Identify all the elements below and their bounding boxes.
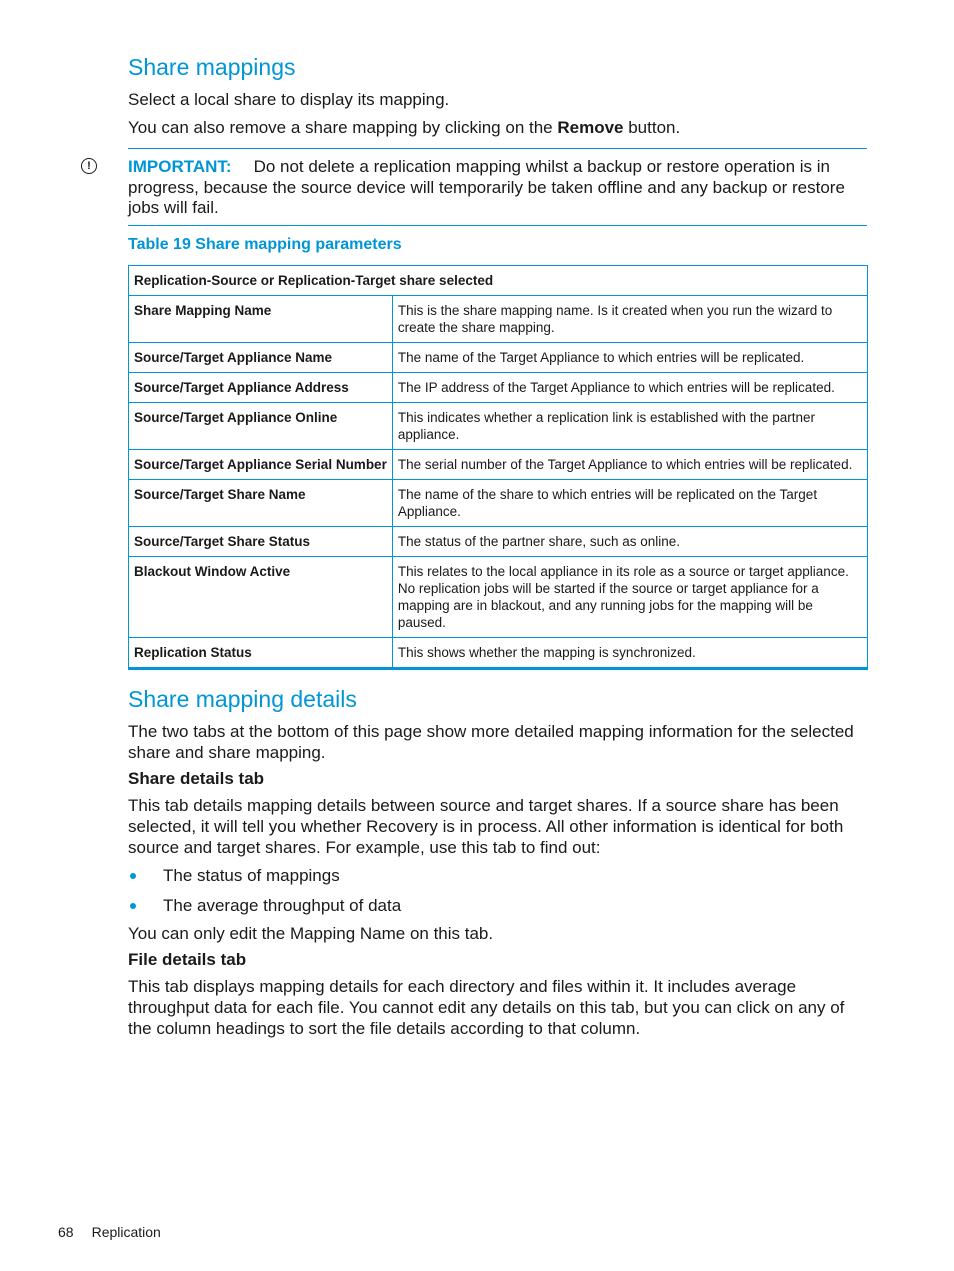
table-row — [129, 479, 868, 526]
list-item — [128, 865, 867, 886]
text-segment: You can also remove a share mapping by clicking on the — [128, 118, 558, 137]
parameter-description-cell: The serial number of the Target Appliance to which entries will be replicated. — [392, 449, 867, 479]
table-row — [129, 449, 868, 479]
parameter-description-cell: This is the share mapping name. Is it created when you run the wizard to create the share mapping. — [392, 295, 867, 342]
divider-bottom — [128, 225, 867, 226]
page-content — [87, 52, 867, 1039]
page-number: 68 — [58, 1224, 74, 1240]
table-row — [129, 295, 868, 342]
paragraph-share-details: This tab details mapping details between source and target shares. If a source share has been selected, it will tell you whether Recovery is in process. All other information is identical for both source and target shares. For example, use this tab to find out: — [128, 795, 844, 857]
paragraph-select-share: Select a local share to display its mapping. — [128, 90, 450, 109]
parameter-description-cell: This shows whether the mapping is synchronized. — [392, 637, 867, 668]
section-title-share-mapping-details: Share mapping details — [128, 685, 357, 712]
parameter-name-cell: Source/Target Appliance Serial Number — [129, 449, 393, 479]
paragraph-edit-note: You can only edit the Mapping Name on this tab. — [128, 923, 494, 943]
parameter-name-cell: Share Mapping Name — [129, 295, 393, 342]
bullet-icon — [130, 903, 136, 909]
table-row — [129, 556, 868, 637]
table-row — [129, 526, 868, 556]
paragraph-file-details: This tab displays mapping details for each directory and files within it. It includes average throughput data for each file. You cannot edit any details on this tab, but you can click on any of the column headings to sort the file details according to that column. — [128, 976, 845, 1038]
parameter-description-cell: The name of the Target Appliance to which entries will be replicated. — [392, 342, 867, 372]
important-icon: ! — [81, 158, 97, 174]
parameter-name-cell: Source/Target Appliance Online — [129, 402, 393, 449]
page-footer — [58, 1222, 161, 1242]
parameter-description-cell: The name of the share to which entries will be replicated on the Target Appliance. — [392, 479, 867, 526]
table-row — [129, 372, 868, 402]
important-notice — [87, 149, 867, 225]
bullet-icon — [130, 873, 136, 879]
important-text: Do not delete a replication mapping whilst a backup or restore operation is in progress, because the source device will temporarily be taken offline and any backup or restore jobs will fail. — [128, 157, 845, 217]
list-item-text: The status of mappings — [163, 865, 340, 885]
bullet-list — [128, 865, 867, 916]
parameter-name-cell: Source/Target Share Name — [129, 479, 393, 526]
table-row — [129, 402, 868, 449]
table-row — [129, 637, 868, 668]
section-title-share-mappings: Share mappings — [128, 54, 296, 80]
parameter-name-cell: Source/Target Appliance Name — [129, 342, 393, 372]
parameter-name-cell: Replication Status — [129, 637, 393, 668]
table-row — [129, 342, 868, 372]
heading-file-details-tab: File details tab — [128, 949, 247, 969]
table-body — [129, 295, 868, 668]
paragraph-details-intro: The two tabs at the bottom of this page show more detailed mapping information for the selected share and share mapping. — [128, 721, 854, 762]
parameter-name-cell: Source/Target Appliance Address — [129, 372, 393, 402]
share-mapping-parameters-table — [128, 265, 868, 670]
important-label: IMPORTANT: — [128, 157, 232, 176]
paragraph-remove-mapping — [128, 117, 867, 138]
table-caption: Table 19 Share mapping parameters — [128, 235, 402, 253]
parameter-description-cell: The status of the partner share, such as online. — [392, 526, 867, 556]
text-segment: button. — [623, 118, 681, 137]
table-header-cell: Replication-Source or Replication-Target share selected — [129, 265, 868, 295]
list-item-text: The average throughput of data — [163, 895, 402, 915]
list-item — [128, 895, 867, 916]
parameter-name-cell: Blackout Window Active — [129, 556, 393, 637]
table-header-row — [129, 265, 868, 295]
parameter-name-cell: Source/Target Share Status — [129, 526, 393, 556]
parameter-description-cell: The IP address of the Target Appliance to which entries will be replicated. — [392, 372, 867, 402]
chapter-name: Replication — [91, 1224, 161, 1240]
parameter-description-cell: This indicates whether a replication link is established with the partner appliance. — [392, 402, 867, 449]
parameter-description-cell: This relates to the local appliance in its role as a source or target appliance. No replication jobs will be started if the source or target appliance for a mapping are in blackout, and any running jobs for the mapping will be paused. — [392, 556, 867, 637]
heading-share-details-tab: Share details tab — [128, 768, 265, 788]
remove-button-reference: Remove — [557, 118, 624, 137]
